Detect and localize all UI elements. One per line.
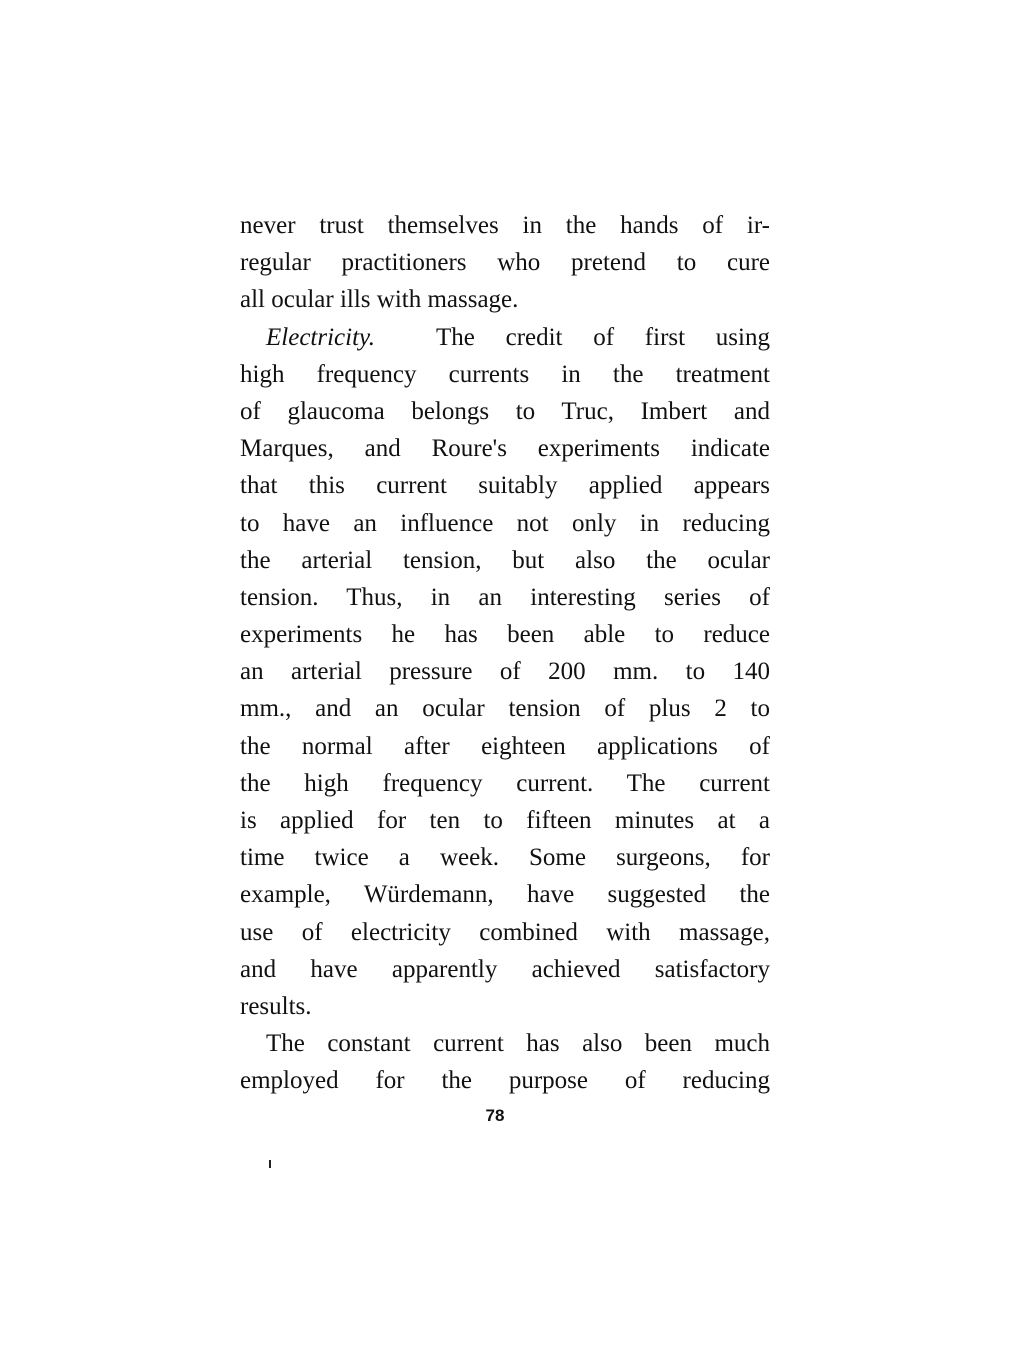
text-line: all ocular ills with massage. (240, 286, 519, 314)
text-line: Marques, and Roure's experiments indicate (240, 435, 770, 463)
text-line: never trust themselves in the hands of ir- (240, 212, 770, 239)
page-body-text (240, 207, 770, 1100)
text-line: mm., and an ocular tension of plus 2 to (240, 695, 770, 723)
text-line: employed for the purpose of reducing (240, 1067, 770, 1095)
text-line: and have apparently achieved satisfactory (240, 955, 770, 983)
text-line: to have an influence not only in reducing (240, 509, 770, 537)
section-heading: Electricity. (266, 323, 375, 351)
text-line: of glaucoma belongs to Truc, Imbert and (240, 397, 770, 425)
text-line: that this current suitably applied appears (240, 472, 770, 500)
text-line: the normal after eighteen applications of (240, 732, 770, 760)
text-line-rest: The credit of first using (436, 323, 770, 351)
text-line: high frequency currents in the treatment (240, 360, 770, 388)
text-line: tension. Thus, in an interesting series of (240, 583, 770, 611)
text-line: example, Würdemann, have suggested the (240, 881, 770, 909)
scan-speck (269, 1160, 271, 1168)
page-number: 78 (485, 1106, 505, 1125)
text-line: use of electricity combined with massage, (240, 918, 770, 946)
text-line: results. (240, 992, 312, 1020)
text-line: The constant current has also been much (266, 1030, 770, 1058)
text-line: an arterial pressure of 200 mm. to 140 (240, 658, 770, 686)
text-line: experiments he has been able to reduce (240, 621, 770, 649)
text-line: the arterial tension, but also the ocular (240, 546, 770, 574)
text-line: is applied for ten to fifteen minutes at a (240, 807, 770, 834)
text-line: time twice a week. Some surgeons, for (240, 844, 770, 872)
text-line: the high frequency current. The current (240, 769, 770, 797)
text-line-section-start (240, 319, 770, 356)
text-line: regular practitioners who pretend to cure (240, 249, 770, 277)
